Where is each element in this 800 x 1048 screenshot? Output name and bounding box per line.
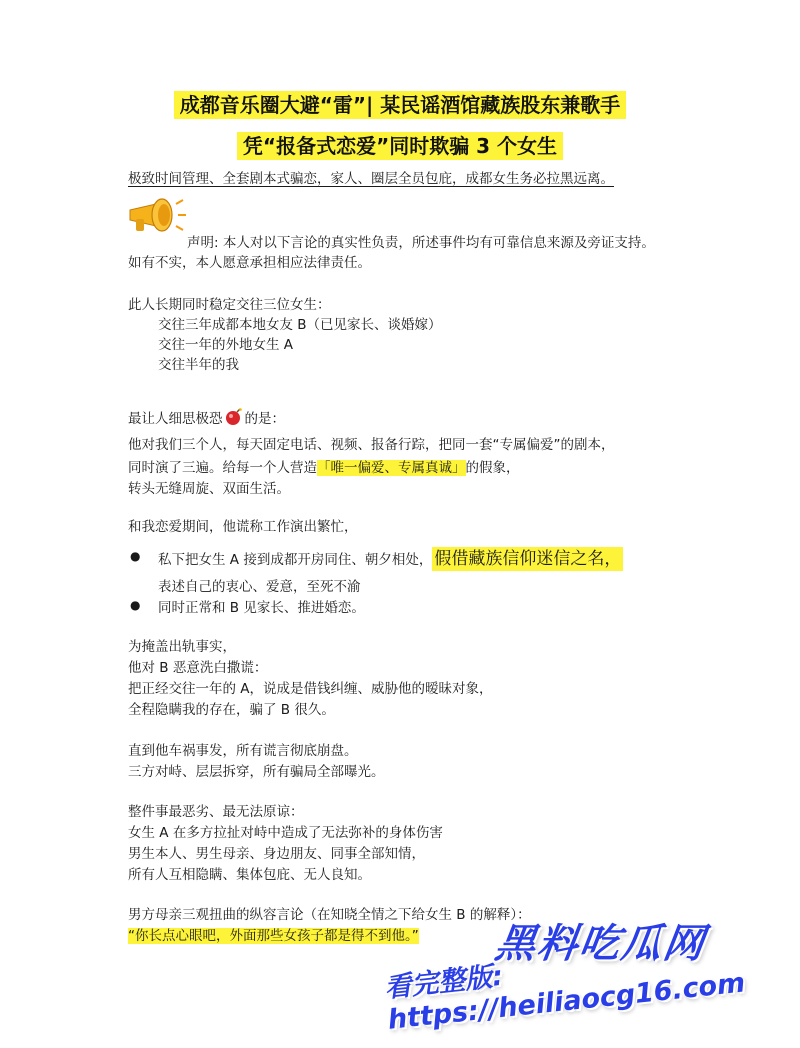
section2-heading-start: 最让人细思极恐	[128, 411, 223, 427]
intro-text: 极致时间管理、全套剧本式骗恋，家人、圈层全员包庇，成都女生务必拉黑远离。	[128, 171, 614, 187]
megaphone-icon	[126, 196, 188, 236]
paragraph-line: 全程隐瞒我的存在，骗了 B 很久。	[128, 702, 335, 718]
section2-line-3: 转头无缝周旋、双面生活。	[128, 481, 290, 497]
watermark-url-text: 看完整版: https://heiliaocg16.com	[383, 960, 747, 1036]
bullet-dot: ●	[130, 598, 141, 612]
paragraph-line: 男生本人、男生母亲、身边朋友、同事全部知情，	[128, 846, 425, 862]
highlighted-quote: “你长点心眼吧，外面那些女孩子都是得不到他。”	[128, 928, 419, 944]
paragraph-line: 所有人互相隐瞒、集体包庇、无人良知。	[128, 867, 371, 883]
section2-line-2-end: 的假象，	[465, 460, 520, 476]
paragraph-line: 三方对峙、层层拆穿，所有骗局全部曝光。	[128, 764, 385, 780]
paragraph-line: 为掩盖出轨事实，	[128, 639, 236, 655]
paragraph-line: 他对 B 恶意洗白撒谎：	[128, 660, 268, 676]
section2-line-2	[128, 459, 520, 477]
list-item: 交往三年成都本地女友 B（已见家长、谈婚嫁）	[158, 317, 442, 333]
paragraph-line: 直到他车祸事发，所有谎言彻底崩盘。	[128, 743, 358, 759]
statement-line-1: 声明: 本人对以下言论的真实性负责，所述事件均有可靠信息来源及旁证支持。	[187, 235, 655, 251]
bullet-item-1-text: 私下把女生 A 接到成都开房同住、朝夕相处，	[158, 552, 433, 568]
bomb-emoji-icon	[225, 408, 243, 426]
section2-heading	[128, 408, 285, 428]
highlighted-phrase-large: 假借藏族信仰迷信之名，	[434, 549, 622, 569]
paragraph-line: 女生 A 在多方拉扯对峙中造成了无法弥补的身体伤害	[128, 825, 443, 841]
bullet-dot: ●	[130, 549, 141, 563]
section2-heading-end: 的是：	[244, 411, 285, 427]
highlighted-phrase: 「唯一偏爱、专属真诚」	[317, 460, 466, 476]
paragraph-line: 整件事最恶劣、最无法原谅：	[128, 804, 304, 820]
list-item: 交往半年的我	[158, 357, 239, 373]
statement-line-2: 如有不实，本人愿意承担相应法律责任。	[128, 255, 371, 271]
list-item: 交往一年的外地女生 A	[158, 337, 294, 353]
watermark-logo-text: 黑料吃瓜网	[492, 921, 709, 967]
bullet-item-1-continued: 表述自己的衷心、爱意，至死不渝	[158, 579, 361, 595]
paragraph-line: 把正经交往一年的 A，说成是借钱纠缠、威胁他的暧昧对象，	[128, 681, 493, 697]
bullet-item-2: 同时正常和 B 见家长、推进婚恋。	[158, 600, 365, 616]
section7-line-1: 男方母亲三观扭曲的纵容言论（在知晓全情之下给女生 B 的解释）：	[128, 907, 531, 923]
title-line-2: 凭“报备式恋爱”同时欺骗 3 个女生	[0, 131, 800, 161]
section3-heading: 和我恋爱期间，他谎称工作演出繁忙，	[128, 519, 358, 535]
bullet-item-1	[158, 550, 623, 569]
section2-line-2-start: 同时演了三遍。给每一个人营造	[128, 460, 317, 476]
mother-quote	[128, 927, 419, 945]
section2-line-1: 他对我们三个人，每天固定电话、视频、报备行踪，把同一套“专属偏爱”的剧本，	[128, 437, 615, 453]
title-line-1: 成都音乐圈大避“雷”| 某民谣酒馆藏族股东兼歌手	[0, 90, 800, 120]
section1-heading: 此人长期同时稳定交往三位女生：	[128, 297, 331, 313]
